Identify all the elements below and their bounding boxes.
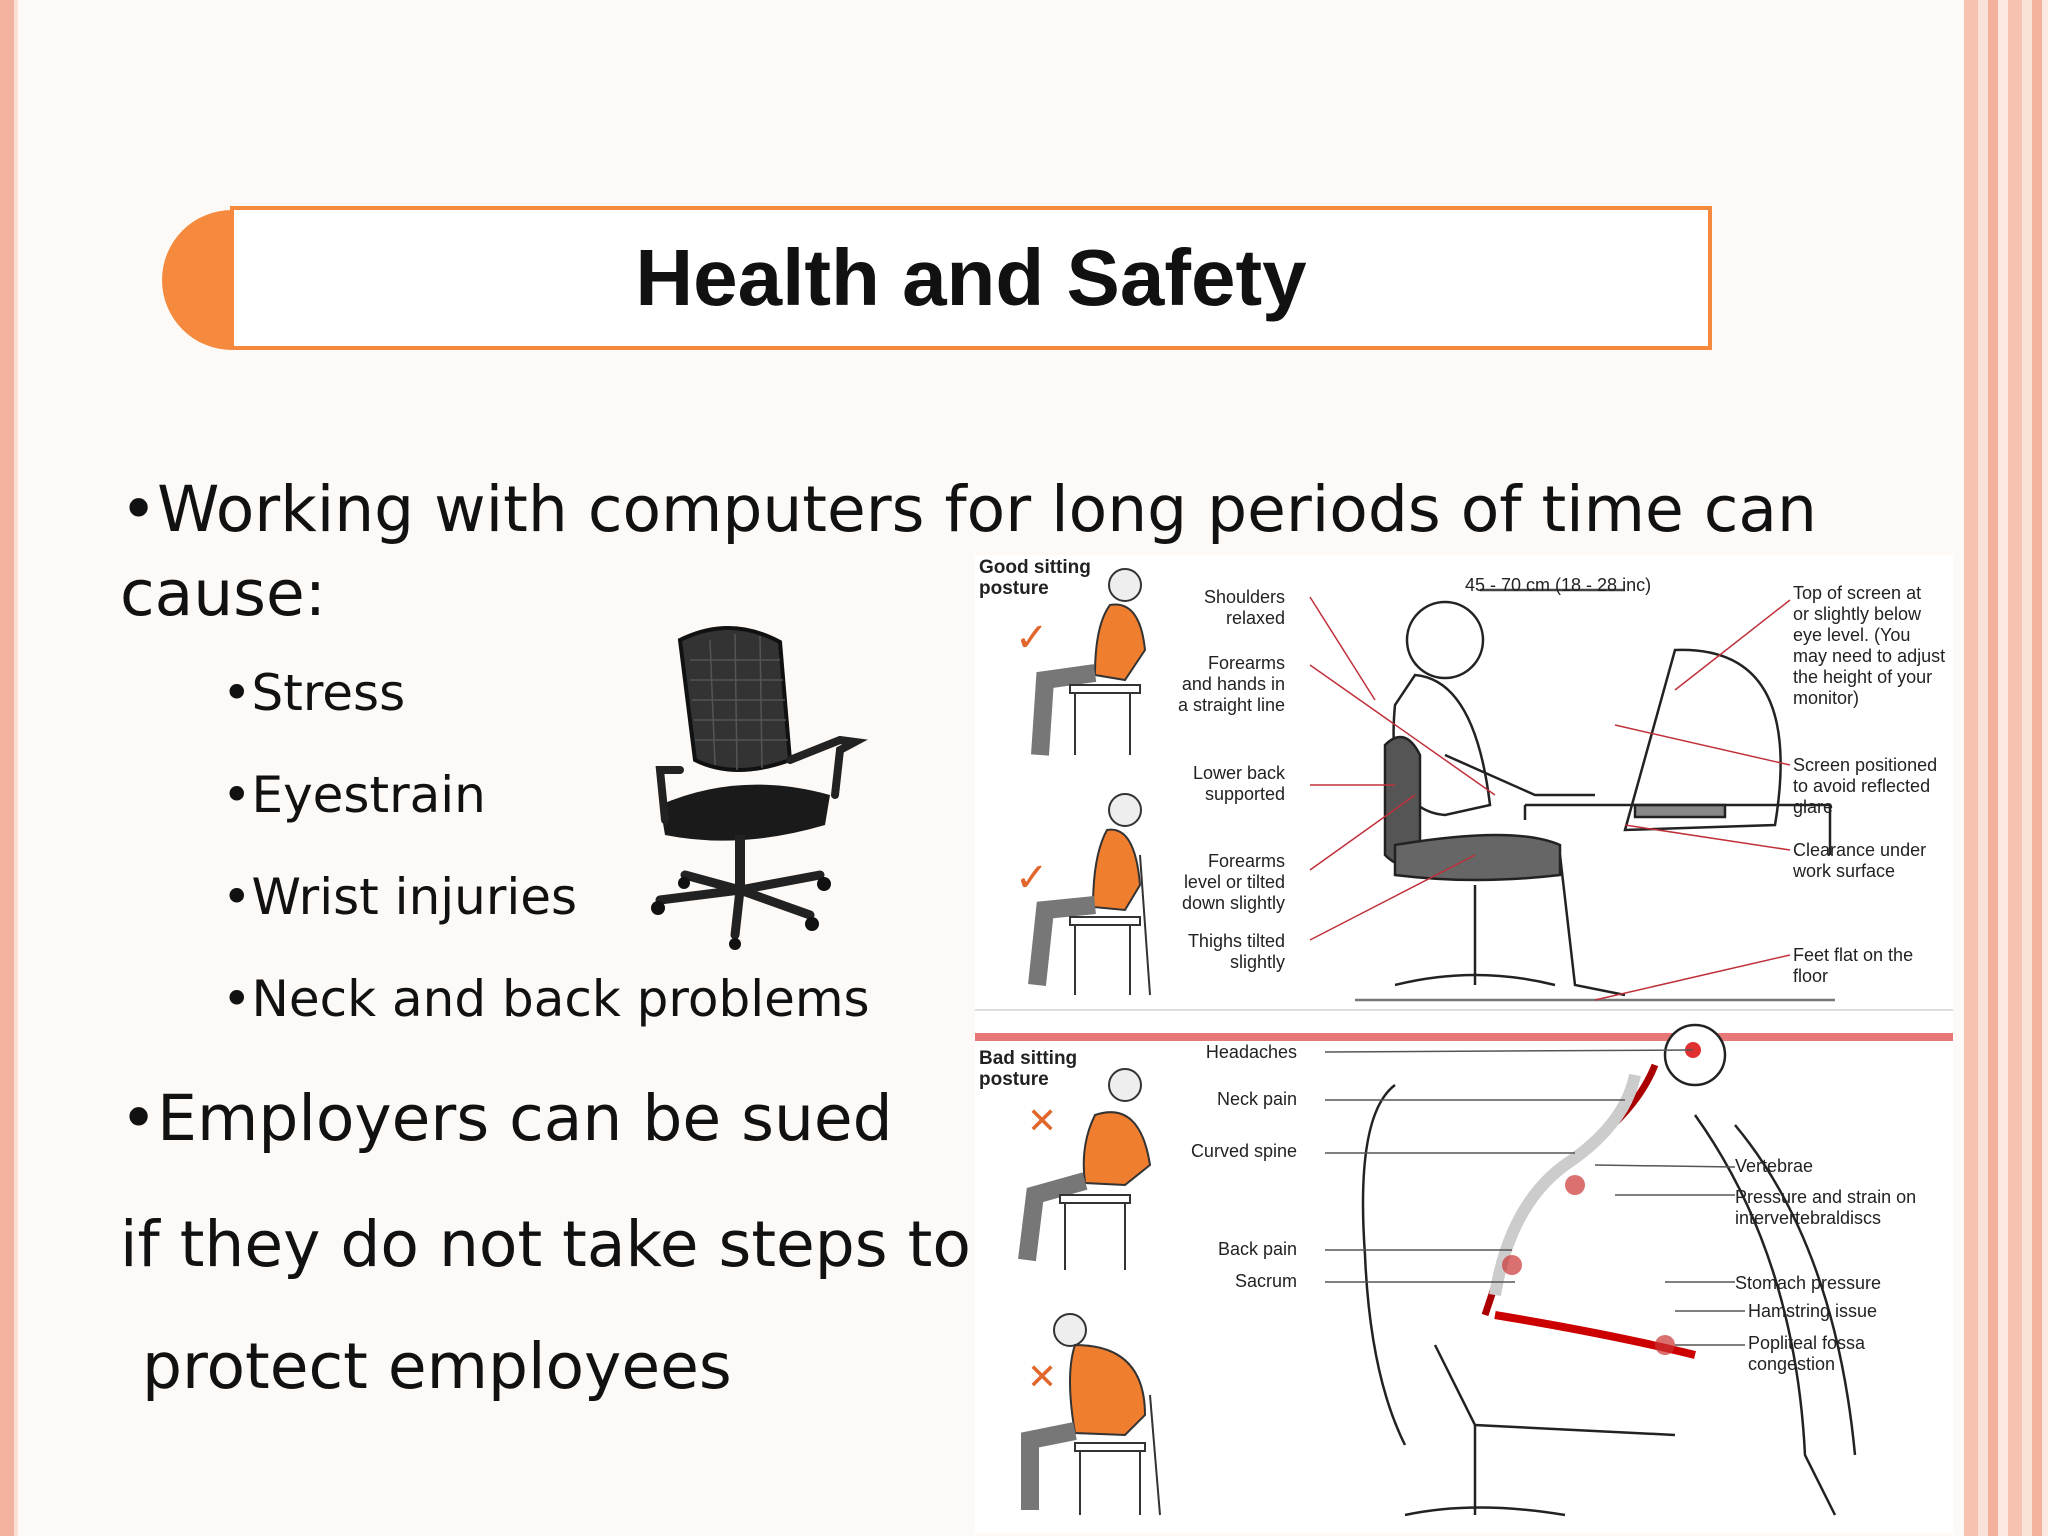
label-curved-spine: Curved spine	[1190, 1141, 1297, 1161]
label-lower-back: Lower back supported	[1192, 763, 1285, 804]
bad-x-mark-2: ✕	[1027, 1357, 1058, 1398]
good-posture-figure-2	[1037, 794, 1150, 995]
right-border-stripes	[1964, 0, 2048, 1536]
bad-posture-figure-1	[1027, 1069, 1150, 1270]
good-posture-workstation	[1355, 590, 1835, 1000]
bullet-steps-line: if they do not take steps to	[120, 1208, 971, 1281]
sub-bullet-wrist-injuries: •Wrist injuries	[222, 868, 578, 926]
bullet-employers-sued: •Employers can be sued	[120, 1082, 893, 1155]
bad-posture-figure-2	[1030, 1314, 1160, 1515]
label-screen-glare: Screen positioned to avoid reflected glare	[1793, 755, 1938, 817]
label-top-of-screen: Top of screen at or slightly below eye level. (You may need to adjust the height of your monitor)	[1793, 583, 1946, 708]
label-neck-pain: Neck pain	[1216, 1089, 1297, 1109]
label-hamstring: Hamstring issue	[1748, 1301, 1878, 1321]
sub-bullet-eyestrain: •Eyestrain	[222, 766, 486, 824]
good-posture-heading: Good sitting posture	[979, 557, 1091, 599]
label-sacrum: Sacrum	[1234, 1271, 1297, 1291]
sub-bullet-neck-back: •Neck and back problems	[222, 970, 870, 1028]
section-divider	[975, 1033, 1953, 1041]
label-popliteal: Popliteal fossa congestion	[1748, 1333, 1866, 1374]
bad-x-mark-1: ✕	[1027, 1101, 1058, 1142]
bad-posture-spine-figure	[1363, 1025, 1855, 1515]
label-back-pain: Back pain	[1217, 1239, 1297, 1259]
posture-diagram	[975, 555, 1953, 1533]
label-shoulders-relaxed: Shoulders relaxed	[1203, 587, 1285, 628]
slide-title: Health and Safety	[635, 233, 1307, 322]
good-check-mark-1: ✓	[1015, 615, 1049, 661]
office-chair-image	[640, 620, 880, 950]
bullet-line-1: •Working with computers for long periods of time can	[120, 473, 1817, 546]
label-headaches: Headaches	[1205, 1042, 1297, 1062]
label-pressure-strain: Pressure and strain on intervertebraldiscs	[1735, 1187, 1917, 1228]
bad-posture-heading: Bad sitting posture	[979, 1048, 1078, 1090]
left-border-stripe	[0, 0, 14, 1536]
sub-bullet-stress: •Stress	[222, 664, 406, 722]
label-forearms-straight: Forearms and hands in a straight line	[1177, 653, 1285, 715]
label-thighs-tilted: Thighs tilted slightly	[1187, 931, 1285, 972]
good-check-mark-2: ✓	[1015, 855, 1049, 901]
label-clearance: Clearance under work surface	[1793, 840, 1927, 881]
label-feet-flat: Feet flat on the floor	[1793, 945, 1914, 986]
distance-label: 45 - 70 cm (18 - 28 inc)	[1465, 575, 1652, 595]
label-vertebrae: Vertebrae	[1735, 1156, 1814, 1176]
label-stomach-pressure: Stomach pressure	[1735, 1273, 1882, 1293]
bullet-line-2: cause:	[120, 557, 326, 630]
label-forearms-level: Forearms level or tilted down slightly	[1181, 851, 1285, 913]
title-box	[230, 206, 1712, 350]
bullet-protect-line: protect employees	[142, 1330, 732, 1403]
left-border-inner-stripe	[14, 0, 18, 1536]
